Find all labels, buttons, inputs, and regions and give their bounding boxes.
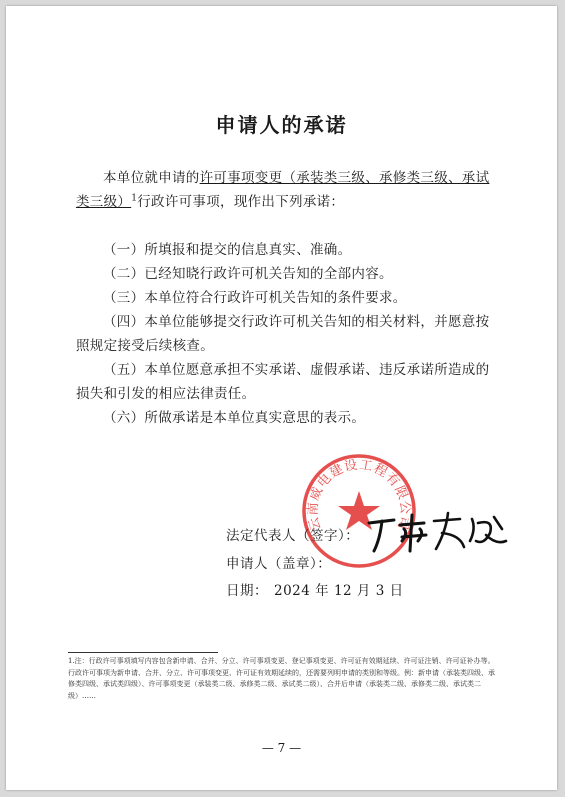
commitment-item-4: （四）本单位能够提交行政许可机关告知的相关材料，并愿意按照规定接受后续核查。: [76, 314, 490, 354]
intro-text-post: 行政许可事项，现作出下列承诺：: [137, 194, 345, 210]
handwritten-signature: [364, 511, 514, 556]
intro-paragraph: [76, 166, 496, 214]
seal-text: 云南威电建设工程有限公司: [305, 457, 413, 533]
commitment-item-2: （二）已经知晓行政许可机关告知的全部内容。: [103, 266, 393, 282]
intro-underlined-text: 许可事项变更（承装类三级、承修类三级、承试类三级）: [76, 170, 490, 210]
intro-text-pre: 本单位就申请的: [103, 170, 200, 186]
page-number: — 7 —: [261, 741, 302, 755]
document-page: [6, 6, 557, 790]
footnote-text: 1.注：行政许可事项填写内容包含新申请、合并、分立、许可事项变更、登记事项变更、许可证有效期延续、许可证注销、许可证补办等。行政许可事项为新申请、合并、分立、许可事项变更、许可证有效期延续的，还需要列明申请的类别和等级。例：新申请（承装类四级、承修类四级、承试类四级）、许可事项变更（承装类二级、承修类二级、承试类二级）、合并后申请（承装类二级、承修类二级、承试类二级）……: [68, 657, 495, 700]
document-title: 申请人的承诺: [215, 113, 348, 137]
date-line: [226, 579, 404, 599]
commitment-item-6: （六）所做承诺是本单位真实意思的表示。: [103, 410, 366, 426]
footnote-divider: [68, 652, 218, 653]
legal-representative-line: [226, 524, 359, 544]
commitment-item-5: （五）本单位愿意承担不实承诺、虚假承诺、违反承诺所造成的损失和引发的相应法律责任。: [76, 362, 490, 402]
date-value: 2024 年 12 月 3 日: [274, 583, 404, 599]
commitment-item-3: （三）本单位符合行政许可机关告知的条件要求。: [103, 290, 407, 306]
applicant-label: 申请人（盖章）：: [226, 556, 332, 572]
commitment-item-1: （一）所填报和提交的信息真实、准确。: [103, 242, 352, 258]
applicant-line: [226, 552, 331, 572]
legal-representative-label: 法定代表人（签字）：: [226, 528, 360, 544]
date-label: 日期：: [226, 583, 268, 599]
footnote-marker: 1: [131, 193, 138, 204]
